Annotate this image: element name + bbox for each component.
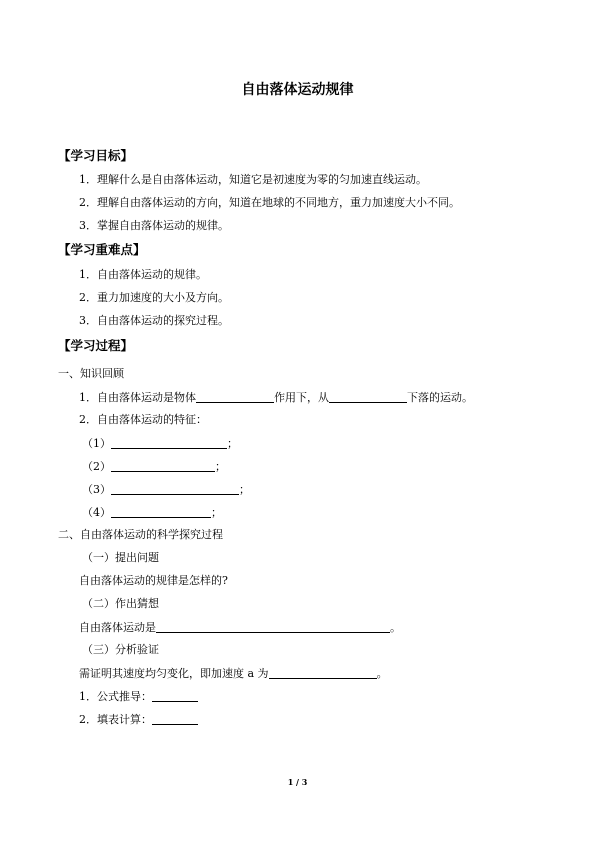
step2-text-end: 。 [390, 621, 401, 634]
answer-blank[interactable] [196, 390, 274, 403]
feature-item-3 [82, 482, 250, 497]
table-calculation [79, 712, 198, 727]
answer-blank[interactable] [152, 689, 198, 702]
question-1-text-b: 作用下，从 [274, 391, 329, 404]
question-1 [79, 390, 473, 405]
answer-blank[interactable] [329, 390, 407, 403]
step3-text-a: 需证明其速度均匀变化，即加速度 a 为 [79, 667, 269, 680]
step3-title: （三）分析验证 [82, 643, 159, 656]
answer-blank[interactable] [111, 459, 215, 472]
feature-end: ； [227, 437, 238, 450]
feature-label: （3） [82, 483, 111, 496]
step1-text: 自由落体运动的规律是怎样的? [79, 574, 228, 587]
answer-blank[interactable] [156, 620, 390, 633]
feature-end: ； [215, 460, 226, 473]
feature-end: ； [211, 506, 222, 519]
key-point-item-2: 2．重力加速度的大小及方向。 [79, 291, 229, 304]
process-heading: 【学习过程】 [58, 338, 134, 353]
table-calc-label: 2．填表计算： [79, 713, 152, 726]
feature-label: （4） [82, 506, 111, 519]
question-1-text-c: 下落的运动。 [407, 391, 473, 404]
step3-text-end: 。 [376, 667, 388, 680]
part2-title: 二、自由落体运动的科学探究过程 [58, 528, 223, 541]
answer-blank[interactable] [152, 712, 198, 725]
page-number: 1 / 3 [287, 777, 308, 787]
formula-label: 1．公式推导： [79, 690, 152, 703]
answer-blank[interactable] [269, 666, 377, 679]
step2-text [79, 620, 401, 635]
key-point-item-3: 3．自由落体运动的探究过程。 [79, 314, 229, 327]
question-2: 2．自由落体运动的特征： [79, 413, 207, 426]
part1-title: 一、知识回顾 [58, 367, 124, 380]
feature-label: （2） [82, 460, 111, 473]
goal-item-3: 3．掌握自由落体运动的规律。 [79, 219, 229, 232]
answer-blank[interactable] [111, 505, 211, 518]
goal-item-1: 1．理解什么是自由落体运动，知道它是初速度为零的匀加速直线运动。 [79, 173, 427, 186]
step1-title: （一）提出问题 [82, 551, 159, 564]
answer-blank[interactable] [111, 482, 239, 495]
step2-text-a: 自由落体运动是 [79, 621, 156, 634]
feature-item-1 [82, 436, 238, 451]
page-title: 自由落体运动规律 [241, 82, 354, 98]
key-point-item-1: 1．自由落体运动的规律。 [79, 268, 207, 281]
step2-title: （二）作出猜想 [82, 597, 159, 610]
feature-label: （1） [82, 437, 111, 450]
goal-item-2: 2．理解自由落体运动的方向，知道在地球的不同地方，重力加速度大小不同。 [79, 196, 460, 209]
feature-item-4 [82, 505, 222, 520]
feature-item-2 [82, 459, 226, 474]
goals-heading: 【学习目标】 [58, 148, 134, 163]
key-points-heading: 【学习重难点】 [58, 242, 146, 257]
step3-text [79, 666, 388, 681]
question-1-text-a: 1．自由落体运动是物体 [79, 391, 196, 404]
feature-end: ； [239, 483, 250, 496]
answer-blank[interactable] [111, 436, 227, 449]
formula-derivation [79, 689, 198, 704]
